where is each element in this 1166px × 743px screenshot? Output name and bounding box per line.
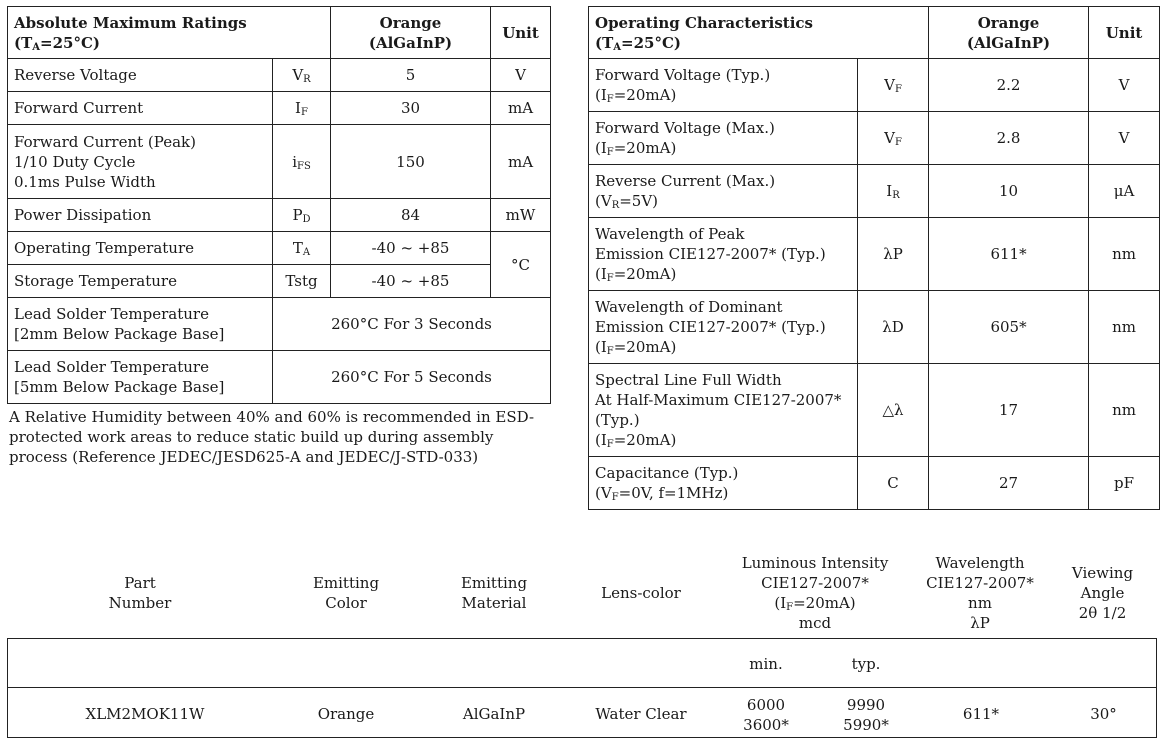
header-line: Material <box>461 594 527 612</box>
header-line: Lens-color <box>601 584 681 602</box>
part-number-value: XLM2MOK11W <box>85 705 205 723</box>
oc-param-line: Reverse Current (Max.) <box>595 172 776 190</box>
oc-symbol: $V_F$ <box>858 112 929 165</box>
amr-value: 84 <box>331 199 491 232</box>
amr-param: Storage Temperature <box>8 265 273 298</box>
oc-param-line: Emission CIE127-2007* (Typ.) <box>595 318 826 336</box>
amr-param: Forward Current <box>8 92 273 125</box>
header-line: Wavelength <box>935 554 1025 572</box>
header-line: CIE127-2007* <box>926 574 1034 592</box>
header-line: Part <box>124 574 156 592</box>
amr-param-line: [5mm Below Package Base] <box>14 378 225 396</box>
oc-symbol: λD <box>858 291 929 364</box>
amr-symbol: Tstg <box>273 265 331 298</box>
oc-title: Operating Characteristics <box>595 13 814 32</box>
emitting-color-header <box>276 573 416 613</box>
oc-param-line: Emission CIE127-2007* (Typ.) <box>595 245 826 263</box>
wavelength-value: 611* <box>962 705 1000 723</box>
intensity-line: 9990 <box>846 696 886 714</box>
amr-param: Operating Temperature <box>8 232 273 265</box>
oc-param <box>589 218 858 291</box>
oc-value: 2.8 <box>929 112 1089 165</box>
header-line: $(I_F=20mA)$ <box>774 594 856 613</box>
amr-param: Reverse Voltage <box>8 59 273 92</box>
oc-condition: $(T_A=25^\circ C)$ <box>595 33 682 53</box>
amr-unit: mW <box>491 199 551 232</box>
oc-param <box>589 364 858 457</box>
oc-param-line: (Typ.) <box>595 411 640 429</box>
oc-symbol: △λ <box>858 364 929 457</box>
amr-value: 260°C For 3 Seconds <box>273 298 551 351</box>
parts-table-divider <box>8 687 1156 688</box>
oc-unit: V <box>1089 112 1160 165</box>
amr-value: 5 <box>331 59 491 92</box>
typ-label: typ. <box>851 655 881 673</box>
oc-param <box>589 165 858 218</box>
lens-color-value: Water Clear <box>595 705 687 723</box>
intensity-line: 3600* <box>743 716 789 734</box>
amr-param-line: Lead Solder Temperature <box>14 305 209 323</box>
oc-param-line: $(I_F=20mA)$ <box>595 139 677 158</box>
part-number-header <box>60 573 220 613</box>
emitting-color-value: Orange <box>317 705 375 723</box>
oc-param-line: Spectral Line Full Width <box>595 371 782 389</box>
amr-param <box>8 298 273 351</box>
header-line: mcd <box>798 614 832 632</box>
humidity-note: A Relative Humidity between 40% and 60% is recommended in ESD-protected work areas to reduce static build up during assembly process (Reference JEDEC/JESD625-A and JEDEC/J-STD-033) <box>9 408 535 466</box>
amr-value: 260°C For 5 Seconds <box>273 351 551 404</box>
amr-unit: mA <box>491 92 551 125</box>
oc-param-line: $(I_F=20mA)$ <box>595 431 677 450</box>
amr-title-cell <box>8 7 331 59</box>
oc-param <box>589 457 858 510</box>
oc-param-line: Forward Voltage (Max.) <box>595 119 775 137</box>
amr-param: Power Dissipation <box>8 199 273 232</box>
oc-symbol: $V_F$ <box>858 59 929 112</box>
oc-value: 2.2 <box>929 59 1089 112</box>
amr-symbol: $P_D$ <box>273 199 331 232</box>
header-line: Number <box>108 594 172 612</box>
amr-material-label: (AlGaInP) <box>368 33 453 52</box>
amr-color-label: Orange <box>379 13 442 32</box>
oc-unit: nm <box>1089 291 1160 364</box>
oc-value: 10 <box>929 165 1089 218</box>
amr-param-line: Lead Solder Temperature <box>14 358 209 376</box>
viewing-angle-header <box>1050 563 1155 623</box>
amr-param <box>8 351 273 404</box>
wavelength-header <box>915 553 1045 633</box>
oc-param-line: Forward Voltage (Typ.) <box>595 66 771 84</box>
lens-color-header <box>571 583 711 603</box>
header-line: nm <box>968 594 992 612</box>
emitting-material-value: AlGaInP <box>462 705 526 723</box>
viewing-angle-value: 30° <box>1090 705 1117 723</box>
oc-param-line: $(I_F=20mA)$ <box>595 86 677 105</box>
amr-orange-header <box>331 7 491 59</box>
amr-param-line: 0.1ms Pulse Width <box>14 172 156 191</box>
amr-value: -40 ~ +85 <box>331 265 491 298</box>
oc-unit: pF <box>1089 457 1160 510</box>
amr-symbol: $V_R$ <box>273 59 331 92</box>
amr-unit-header: Unit <box>491 7 551 59</box>
parts-table-box <box>7 638 1157 738</box>
header-line: Color <box>325 594 367 612</box>
header-line: Angle <box>1080 584 1125 602</box>
oc-orange-header <box>929 7 1089 59</box>
oc-material-label: (AlGaInP) <box>966 33 1051 52</box>
amr-symbol: $i_{FS}$ <box>273 125 331 199</box>
oc-unit: V <box>1089 59 1160 112</box>
intensity-min-value <box>726 695 806 735</box>
oc-param <box>589 291 858 364</box>
amr-value: 30 <box>331 92 491 125</box>
amr-param-line: 1/10 Duty Cycle <box>14 152 136 171</box>
amr-unit: V <box>491 59 551 92</box>
oc-title-cell <box>589 7 929 59</box>
header-line: Viewing <box>1071 564 1134 582</box>
oc-value: 611* <box>929 218 1089 291</box>
oc-unit-header: Unit <box>1089 7 1160 59</box>
amr-unit: mA <box>491 125 551 199</box>
oc-param-line: $(I_F=20mA)$ <box>595 265 677 284</box>
header-line: Emitting <box>312 574 380 592</box>
oc-param-line: Wavelength of Peak <box>595 225 745 243</box>
oc-param-line: Capacitance (Typ.) <box>595 464 739 482</box>
min-label: min. <box>749 655 783 673</box>
oc-unit: nm <box>1089 218 1160 291</box>
oc-param <box>589 112 858 165</box>
oc-param-line: $(V_R=5V)$ <box>595 192 659 211</box>
emitting-material-header <box>424 573 564 613</box>
oc-unit: μA <box>1089 165 1160 218</box>
intensity-typ-value <box>826 695 906 735</box>
oc-value: 17 <box>929 364 1089 457</box>
header-line: CIE127-2007* <box>761 574 869 592</box>
oc-color-label: Orange <box>977 13 1040 32</box>
oc-symbol: $I_R$ <box>858 165 929 218</box>
oc-unit: nm <box>1089 364 1160 457</box>
oc-symbol: λP <box>858 218 929 291</box>
amr-value: 150 <box>331 125 491 199</box>
amr-title: Absolute Maximum Ratings <box>14 13 247 32</box>
oc-param-line: $(I_F=20mA)$ <box>595 338 677 357</box>
oc-value: 605* <box>929 291 1089 364</box>
oc-param <box>589 59 858 112</box>
amr-symbol: $T_A$ <box>273 232 331 265</box>
amr-value: -40 ~ +85 <box>331 232 491 265</box>
oc-param-line: Wavelength of Dominant <box>595 298 783 316</box>
oc-param-line: ($V_F=0V$, f=1MHz) <box>595 484 729 503</box>
intensity-line: 5990* <box>843 716 889 734</box>
header-line: λP <box>970 614 990 632</box>
amr-param <box>8 125 273 199</box>
amr-unit: °C <box>491 232 551 298</box>
oc-value: 27 <box>929 457 1089 510</box>
amr-symbol: $I_F$ <box>273 92 331 125</box>
header-line: 2θ 1/2 <box>1078 604 1127 622</box>
luminous-intensity-header <box>720 553 910 633</box>
amr-param-line: [2mm Below Package Base] <box>14 325 225 343</box>
amr-condition: $(T_A=25^\circ C)$ <box>14 33 101 53</box>
intensity-line: 6000 <box>746 696 786 714</box>
header-line: Luminous Intensity <box>741 554 889 572</box>
amr-param-line: Forward Current (Peak) <box>14 132 196 151</box>
header-line: Emitting <box>460 574 528 592</box>
oc-symbol: C <box>858 457 929 510</box>
absolute-maximum-ratings-table <box>7 6 551 404</box>
operating-characteristics-table <box>588 6 1160 510</box>
oc-param-line: At Half-Maximum CIE127-2007* <box>595 391 842 409</box>
